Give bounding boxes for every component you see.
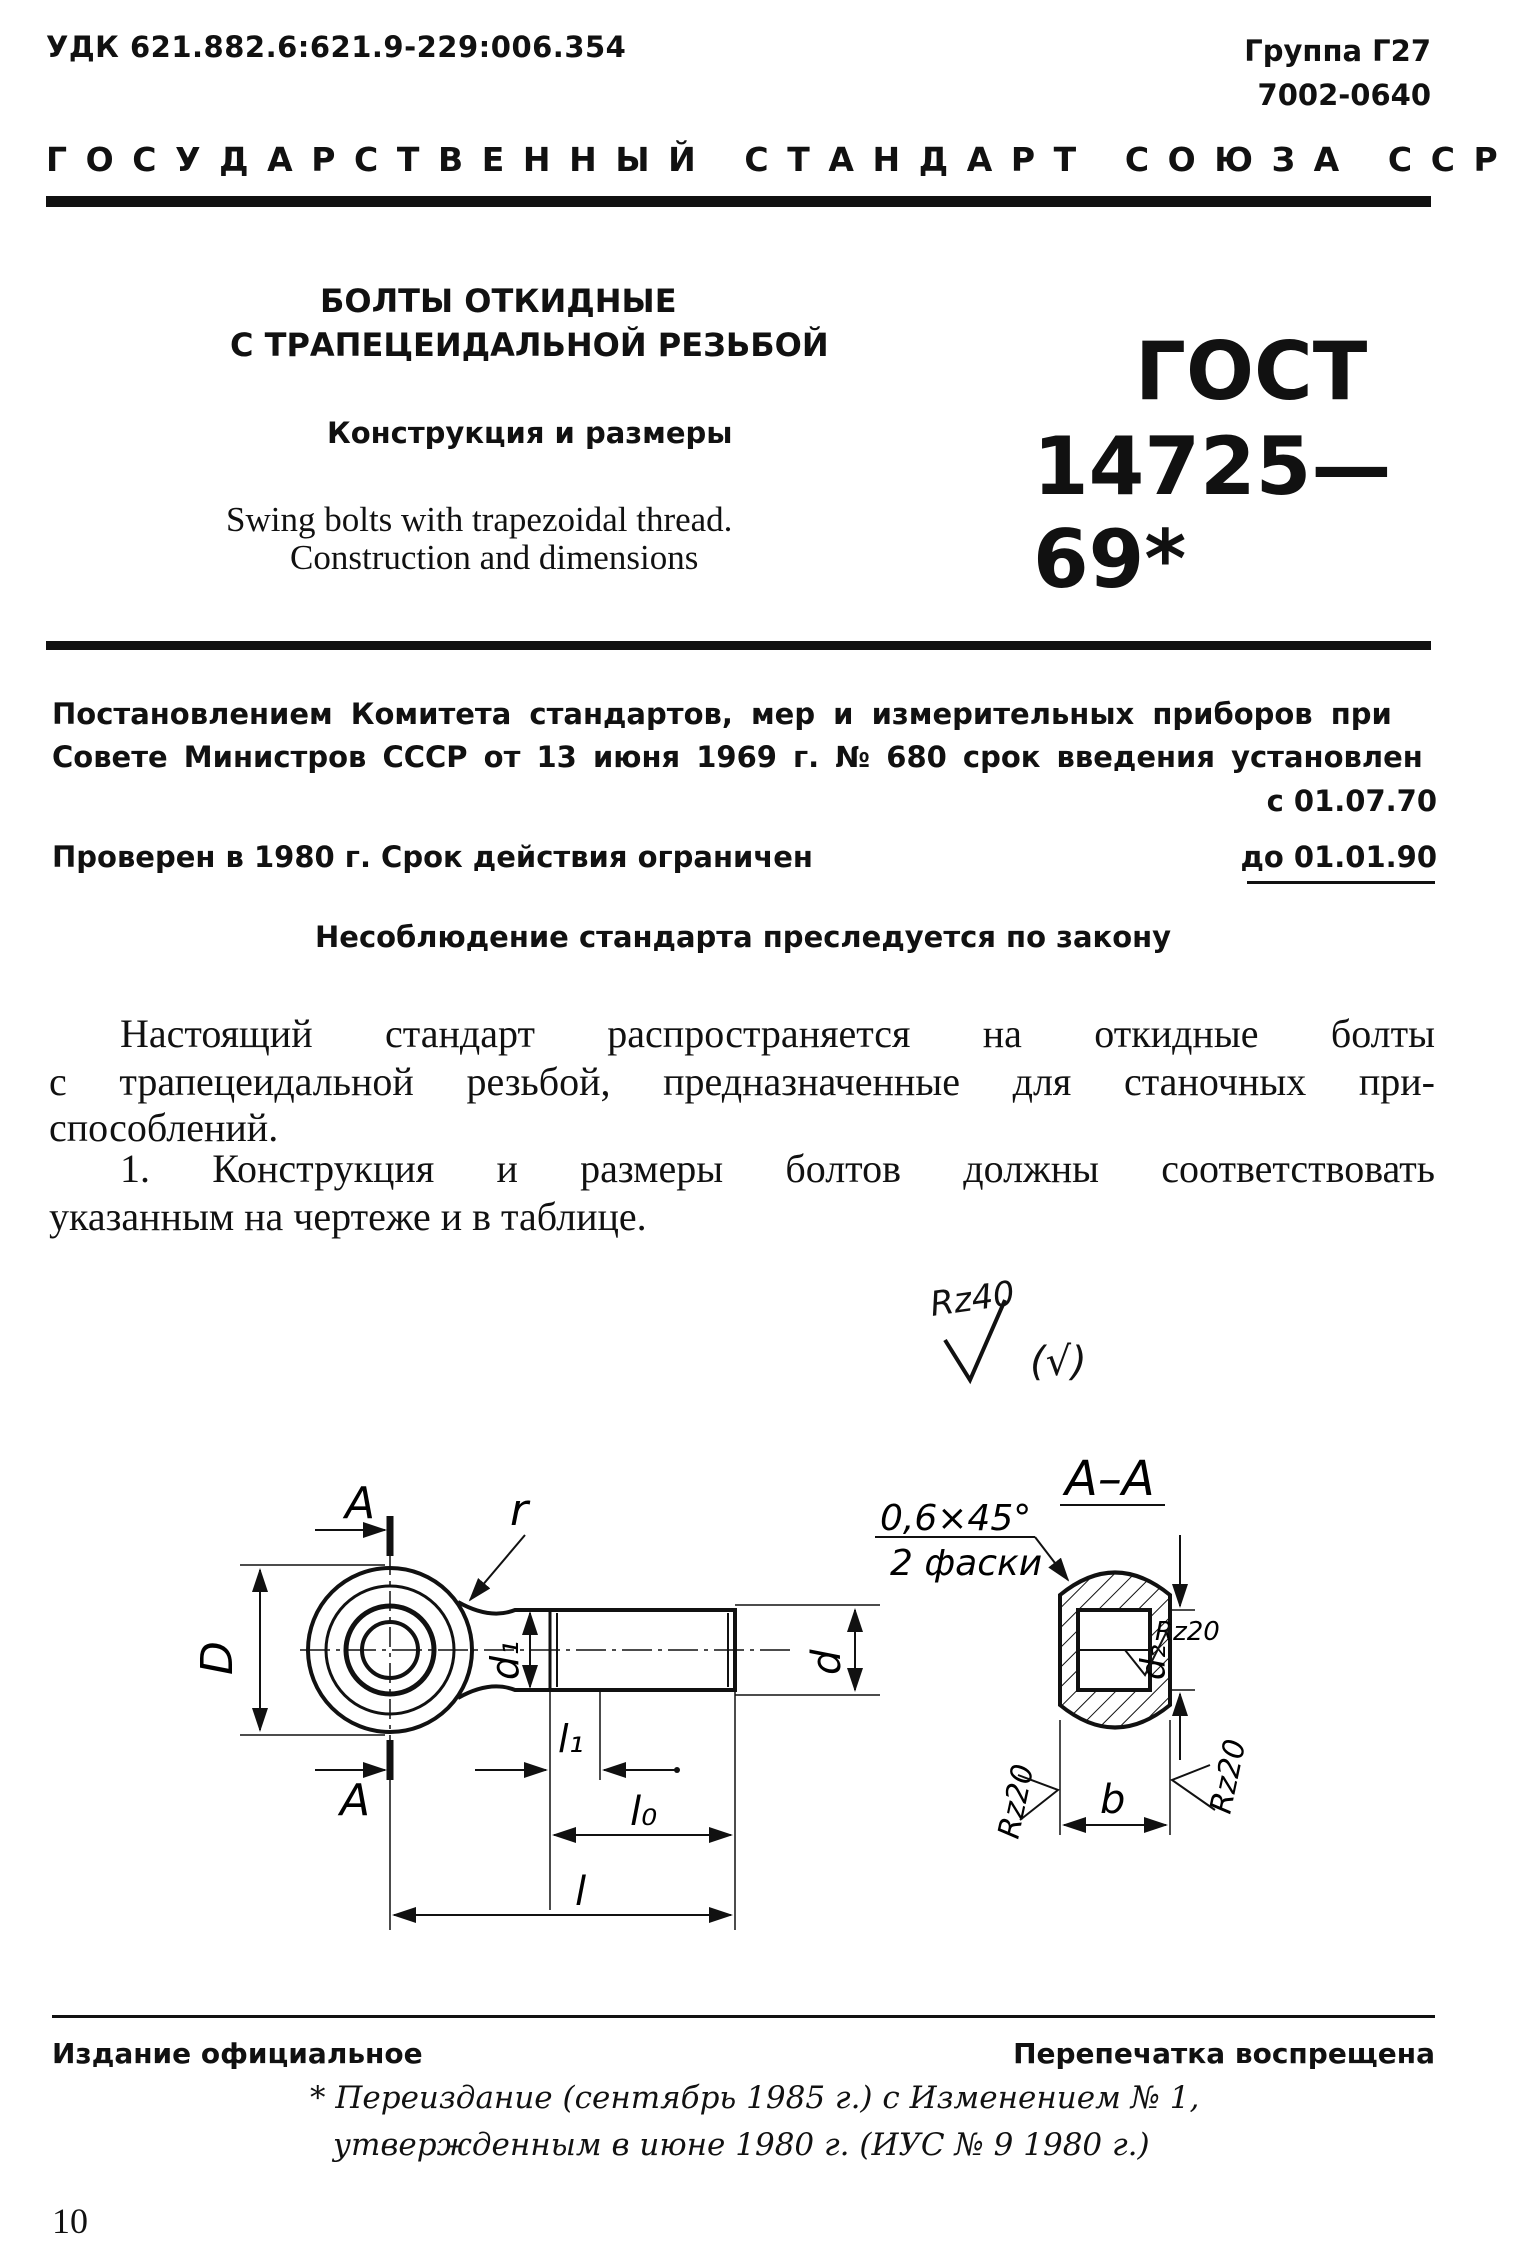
dim-D-label: D: [192, 1641, 243, 1675]
reissue-note-line-2: утвержденным в июне 1980 г. (ИУС № 9 1980 г.): [333, 2127, 1150, 2163]
chamfer-label: 0,6×45°: [880, 1498, 1032, 1539]
udk-code: УДК 621.882.6:621.9-229:006.354: [46, 30, 627, 64]
dim-l0-label: l₀: [630, 1789, 658, 1835]
group-code: Группа Г27: [1244, 34, 1431, 68]
paragraph-2-line-1: 1. Конструкция и размеры болтов должны соответствовать: [120, 1146, 1435, 1191]
paragraph-2-line-2: указанным на чертеже и в таблице.: [49, 1194, 647, 1239]
state-standard-heading: ГОСУДАРСТВЕННЫЙ СТАНДАРТ СОЮЗА ССР: [46, 140, 1516, 179]
title-rule: [46, 641, 1431, 650]
gost-label: ГОСТ: [1135, 325, 1368, 418]
expiry-date-underline: [1247, 881, 1435, 884]
reprint-prohibited: Перепечатка воспрещена: [1013, 2037, 1435, 2070]
bolt-drawing: [180, 1273, 1254, 1970]
subtitle: Конструкция и размеры: [327, 416, 733, 450]
dim-d2-label: d₂: [1134, 1644, 1174, 1680]
rz-right-label: Rz20: [1203, 1736, 1254, 1817]
official-edition: Издание официальное: [52, 2037, 423, 2070]
section-label: A–A: [1065, 1451, 1155, 1507]
paragraph-1-line-3: способлений.: [49, 1105, 279, 1150]
paragraph-1-line-2: с трапецеидальной резьбой, предназначенные для станочных при-: [49, 1059, 1435, 1104]
chamfer-note: 2 фаски: [890, 1543, 1043, 1584]
dim-l1-label: l₁: [558, 1717, 584, 1761]
checked-note: Проверен в 1980 г. Срок действия ограничен: [52, 840, 813, 874]
dim-b-label: b: [1100, 1777, 1126, 1823]
english-title-line-1: Swing bolts with trapezoidal thread.: [226, 500, 733, 539]
gost-number: 14725—69*: [1033, 420, 1392, 606]
rz-left-label: Rz20: [991, 1761, 1042, 1842]
dim-l-label: l: [575, 1869, 587, 1915]
english-title-line-2: Construction and dimensions: [290, 538, 699, 577]
title-line-1: БОЛТЫ ОТКИДНЫЕ: [320, 282, 677, 320]
footer-rule: [52, 2015, 1435, 2018]
expiry-date: до 01.01.90: [1240, 840, 1437, 874]
cut-label-top: A: [345, 1478, 376, 1529]
cut-label-bottom: A: [340, 1775, 371, 1826]
roughness-paren-label: (√): [1030, 1339, 1087, 1385]
dim-d1-label: d₁: [483, 1640, 527, 1680]
dim-d-label: d: [804, 1649, 850, 1675]
effective-date: с 01.07.70: [1266, 784, 1437, 818]
header-rule: [46, 196, 1431, 207]
paragraph-1-line-1: Настоящий стандарт распространяется на откидные болты: [120, 1011, 1435, 1056]
roughness-main-label: Rz40: [927, 1273, 1018, 1325]
page-number: 10: [52, 2201, 88, 2241]
reissue-note-line-1: * Переиздание (сентябрь 1985 г.) с Изменением № 1,: [310, 2080, 1200, 2116]
classifier-code: 7002-0640: [1257, 78, 1431, 112]
rz-inner-label: Rz20: [1155, 1617, 1220, 1647]
legal-warning: Несоблюдение стандарта преследуется по закону: [315, 920, 1172, 954]
decree-line-2: Совете Министров СССР от 13 июня 1969 г. № 680 срок введения установлен: [52, 740, 1423, 774]
dim-r-label: r: [510, 1485, 529, 1536]
title-line-2: С ТРАПЕЦЕИДАЛЬНОЙ РЕЗЬБОЙ: [230, 326, 829, 364]
decree-line-1: Постановлением Комитета стандартов, мер и измерительных приборов при: [52, 697, 1392, 731]
